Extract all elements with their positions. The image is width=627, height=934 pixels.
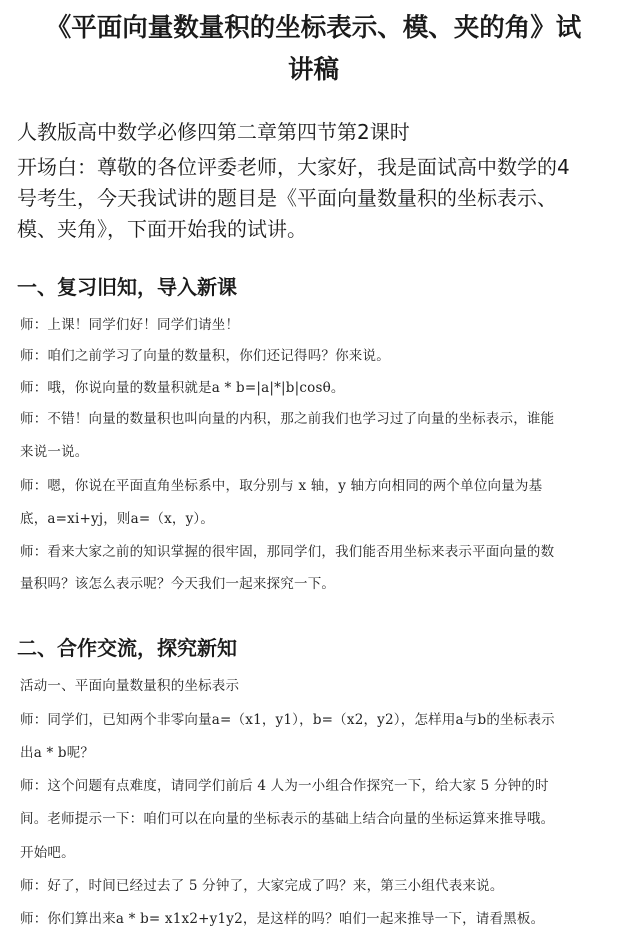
section-1-line: 底，a=xi+yj，则a=（x，y）。 <box>20 511 215 527</box>
section-1-line: 来说一说。 <box>20 444 89 460</box>
section-2-line: 师：你们算出来a * b= x1x2+y1y2，是这样的吗？咱们一起来推导一下，请看黑板。 <box>20 911 545 927</box>
section-2-line: 师：这个问题有点难度，请同学们前后 4 人为一小组合作探究一下，给大家 5 分钟的时 <box>20 778 549 794</box>
opening-line-3: 模、夹角》，下面开始我的试讲。 <box>17 217 307 241</box>
section-1-line: 师：上课！同学们好！同学们请坐！ <box>20 317 240 333</box>
section-1-line: 师：看来大家之前的知识掌握的很牢固，那同学们，我们能否用坐标来表示平面向量的数 <box>20 544 555 560</box>
section-2-line: 出a * b呢？ <box>20 745 95 761</box>
section-1-line: 量积吗？该怎么表示呢？今天我们一起来探究一下。 <box>20 576 336 592</box>
section-1-line: 师：哦，你说向量的数量积就是a * b=|a|*|b|cosθ。 <box>20 380 345 396</box>
course-info: 人教版高中数学必修四第二章第四节第2课时 <box>17 120 410 144</box>
section-2-line: 开始吧。 <box>20 845 75 861</box>
document-title-line-1: 《平面向量数量积的坐标表示、模、夹的角》试 <box>45 13 582 43</box>
section-2-line: 师：同学们，已知两个非零向量a=（x1，y1），b=（x2，y2），怎样用a与b的坐标表示 <box>20 712 555 728</box>
opening-line-2: 号考生，今天我试讲的题目是《平面向量数量积的坐标表示、 <box>17 186 557 210</box>
document-title-line-2: 讲稿 <box>287 55 339 85</box>
section-2-line: 间。老师提示一下：咱们可以在向量的坐标表示的基础上结合向量的坐标运算来推导哦。 <box>20 811 555 827</box>
section-1-line: 师：嗯，你说在平面直角坐标系中，取分别与 x 轴，y 轴方向相同的两个单位向量为基 <box>20 478 543 494</box>
section-2-line: 活动一、平面向量数量积的坐标表示 <box>20 678 240 694</box>
section-1-line: 师：不错！向量的数量积也叫向量的内积，那之前我们也学习过了向量的坐标表示，谁能 <box>20 411 555 427</box>
section-1-line: 师：咱们之前学习了向量的数量积，你们还记得吗？你来说。 <box>20 348 390 364</box>
section-2-line: 师：好了，时间已经过去了 5 分钟了，大家完成了吗？来，第三小组代表来说。 <box>20 878 504 894</box>
section-2-heading: 二、合作交流，探究新知 <box>17 636 237 660</box>
opening-line-1: 开场白：尊敬的各位评委老师，大家好，我是面试高中数学的4 <box>17 155 570 179</box>
section-1-heading: 一、复习旧知，导入新课 <box>17 275 237 299</box>
